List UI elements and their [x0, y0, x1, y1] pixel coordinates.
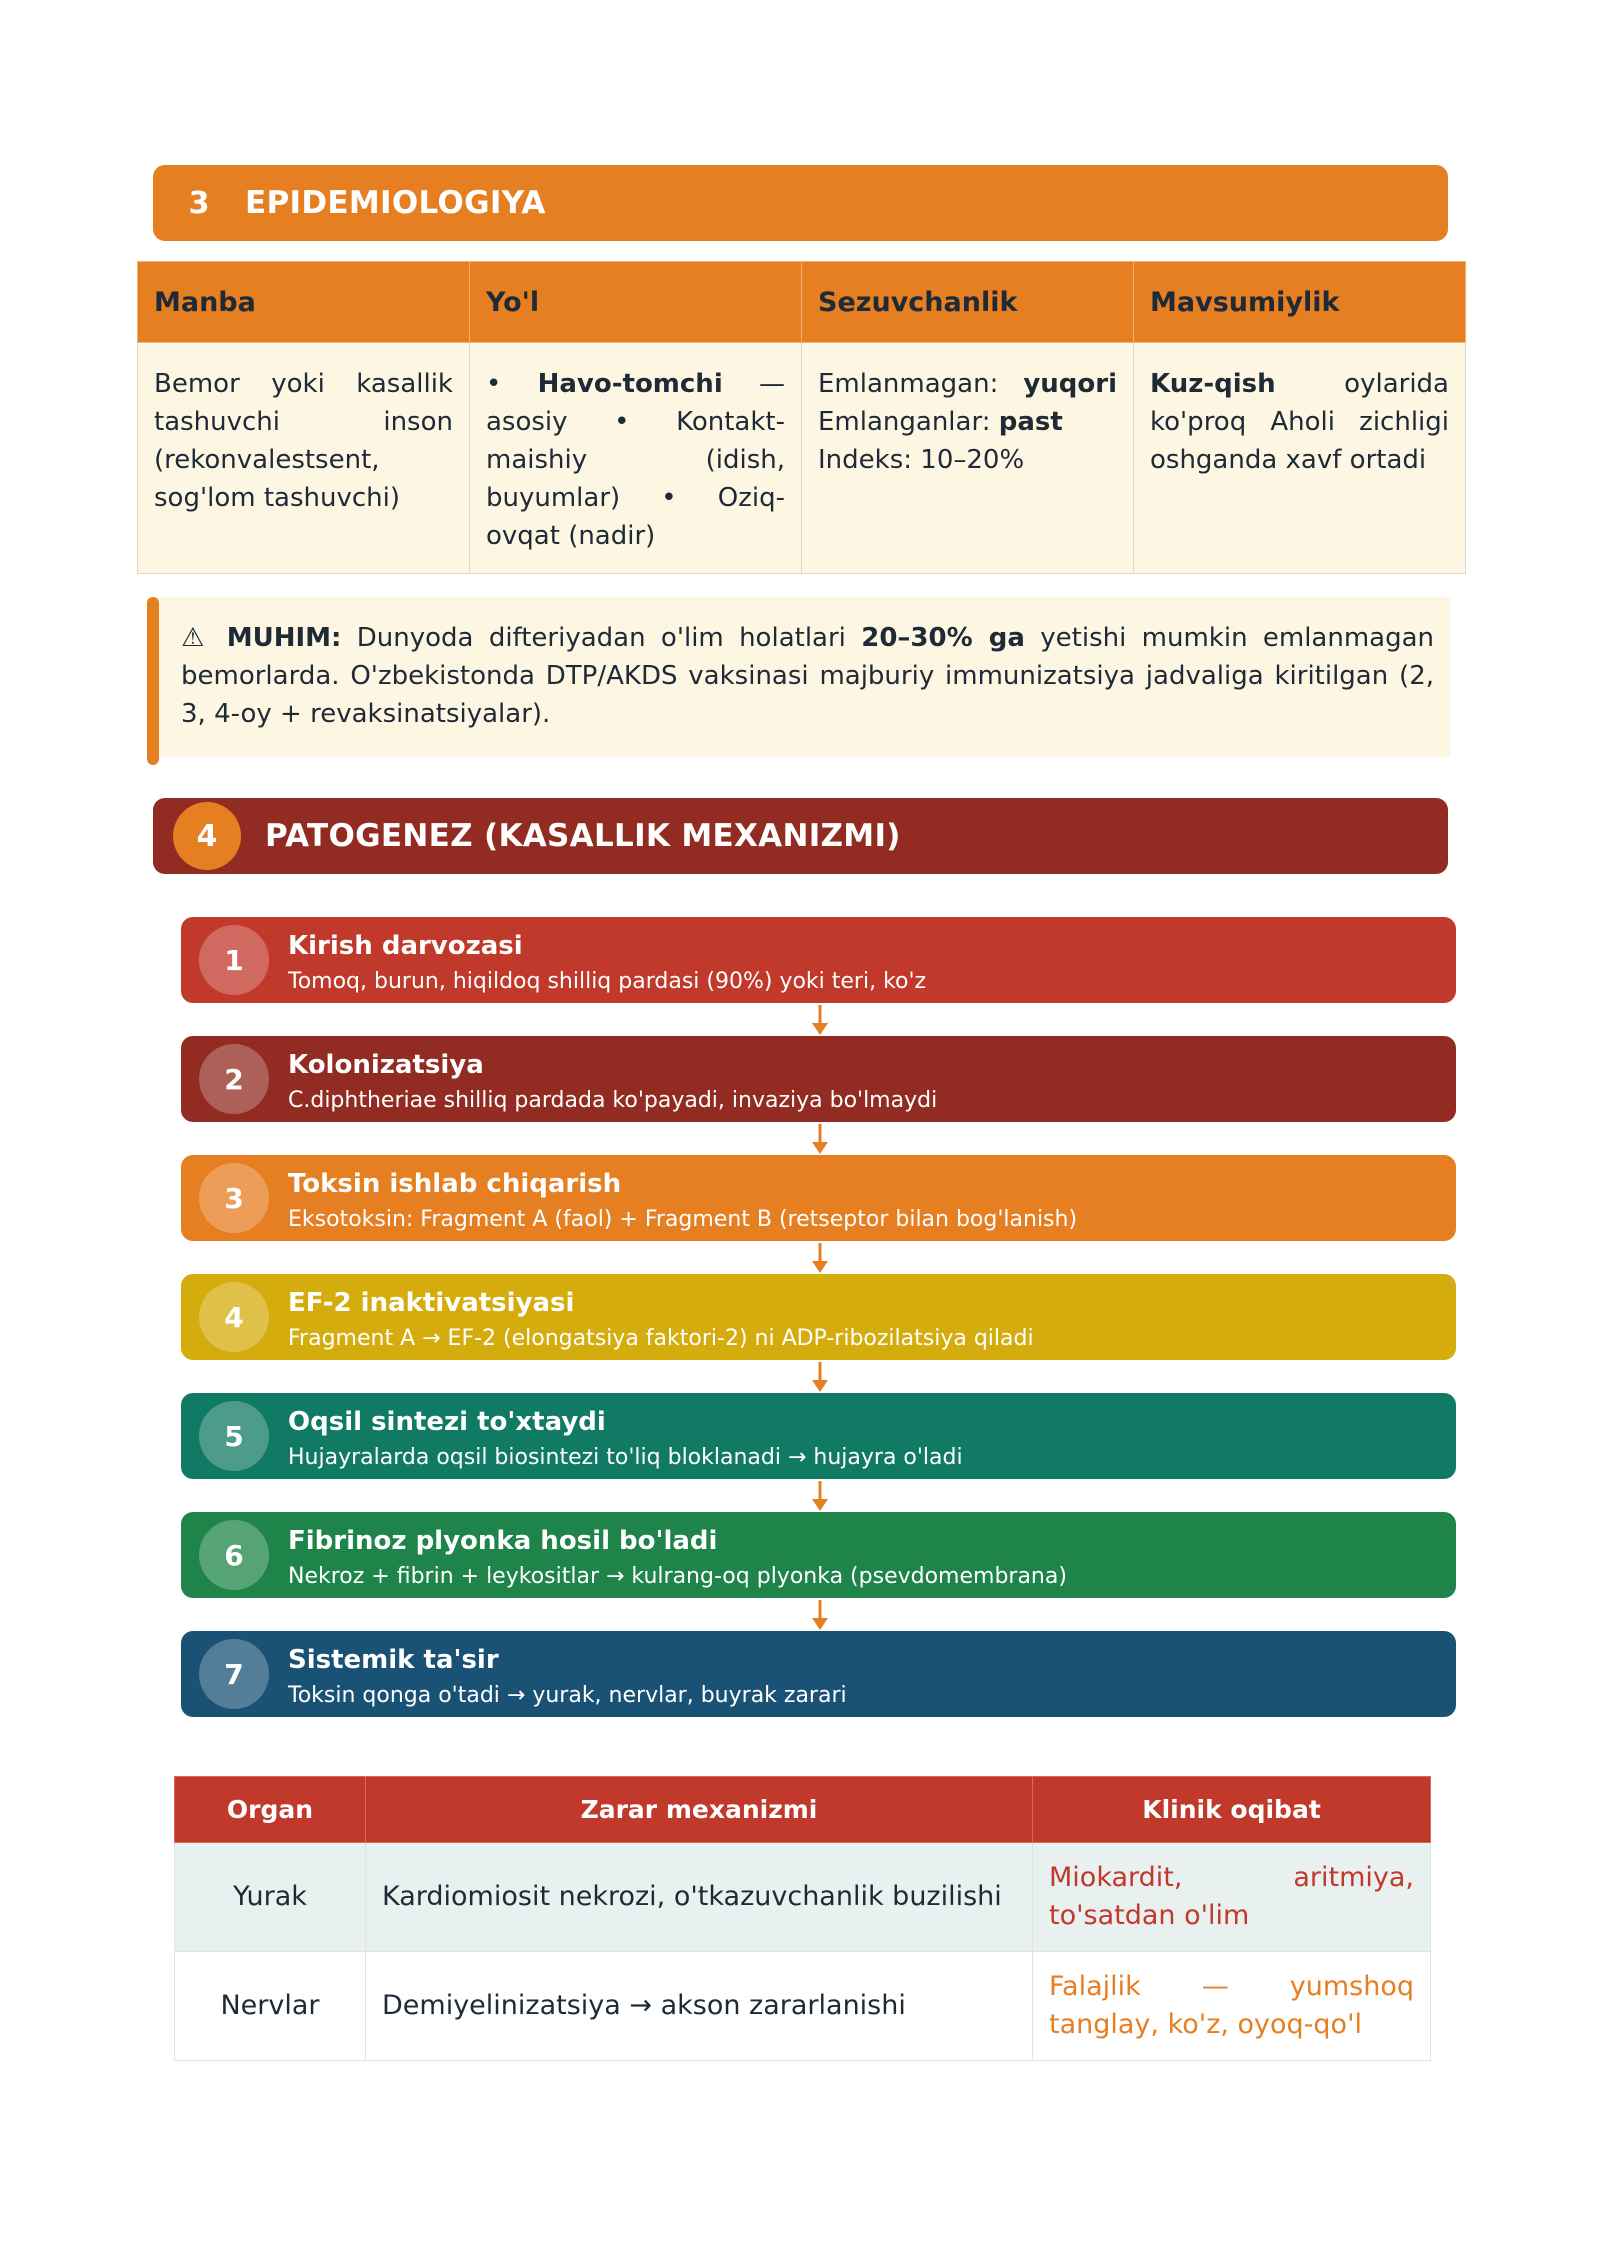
note-text	[181, 619, 1434, 733]
cell-mavsumiylik	[1134, 343, 1466, 574]
down-arrow-icon	[812, 1600, 828, 1630]
cell-mechanism: Demiyelinizatsiya → akson zararlanishi	[366, 1952, 1033, 2061]
manba-text: Bemor yoki kasallik tashuvchi inson (rekonvalestsent, sog'lom tashuvchi)	[154, 369, 453, 513]
season-bold: Kuz-qish	[1150, 369, 1276, 399]
step-number-circle: 7	[199, 1639, 269, 1709]
step-title: Kirish darvozasi	[288, 931, 523, 961]
step-description: Tomoq, burun, hiqildoq shilliq pardasi (90%) yoki teri, ko'z	[288, 969, 927, 994]
bullet: •	[486, 369, 502, 399]
yol-main-bold: Havo-tomchi	[537, 369, 723, 399]
unvaccinated-label: Emlanmagan:	[818, 369, 1024, 399]
cell-yol	[470, 343, 802, 574]
step-title: Fibrinoz plyonka hosil bo'ladi	[288, 1526, 718, 1556]
bullet: •	[614, 407, 630, 437]
step-title: Kolonizatsiya	[288, 1050, 484, 1080]
step-description: Fragment A → EF-2 (elongatsiya faktori-2) ni ADP-ribozilatsiya qiladi	[288, 1326, 1034, 1351]
season-text: oylarida ko'proq Aholi zichligi oshganda xavf ortadi	[1150, 369, 1449, 475]
yol-main-rest: — asosiy	[486, 369, 785, 437]
header-sezuvchanlik: Sezuvchanlik	[802, 262, 1134, 343]
step-description: Hujayralarda oqsil biosintezi to'liq bloklanadi → hujayra o'ladi	[288, 1445, 963, 1470]
cell-organ: Nervlar	[175, 1952, 366, 2061]
note-bold: 20–30% ga	[861, 623, 1025, 653]
table-header-row	[138, 262, 1466, 343]
organ-damage-table	[174, 1776, 1431, 2061]
vaccinated-label: Emlanganlar:	[818, 407, 999, 437]
step-title: Oqsil sintezi to'xtaydi	[288, 1407, 606, 1437]
section-number: 4	[196, 818, 218, 854]
cell-clinical-outcome: Miokardit, aritmiya, to'satdan o'lim	[1033, 1843, 1431, 1952]
important-note	[147, 597, 1450, 757]
step-number-circle: 5	[199, 1401, 269, 1471]
step-number-circle: 4	[199, 1282, 269, 1352]
step-description: Toksin qonga o'tadi → yurak, nervlar, buyrak zarari	[288, 1683, 847, 1708]
down-arrow-icon	[812, 1124, 828, 1154]
step-1	[181, 917, 1456, 1003]
table-row	[175, 1843, 1431, 1952]
note-accent-bar	[147, 597, 159, 765]
vaccinated-value: past	[998, 407, 1063, 437]
epidemiology-table	[137, 261, 1466, 574]
down-arrow-icon	[812, 1243, 828, 1273]
step-3	[181, 1155, 1456, 1241]
step-6	[181, 1512, 1456, 1598]
cell-sezuvchanlik	[802, 343, 1134, 574]
down-arrow-icon	[812, 1362, 828, 1392]
step-number-circle: 2	[199, 1044, 269, 1114]
note-label: MUHIM:	[226, 623, 342, 653]
unvaccinated-value: yuqori	[1023, 369, 1117, 399]
yol-contact: Kontakt-maishiy (idish, buyumlar)	[486, 407, 786, 513]
step-title: EF-2 inaktivatsiyasi	[288, 1288, 575, 1318]
table-row	[138, 343, 1466, 574]
table-header-row	[175, 1777, 1431, 1843]
down-arrow-icon	[812, 1481, 828, 1511]
step-number-circle: 1	[199, 925, 269, 995]
section-number-circle	[173, 802, 241, 870]
section-number: 3	[188, 185, 210, 221]
section-4-header	[153, 798, 1448, 874]
header-yol: Yo'l	[470, 262, 802, 343]
step-title: Toksin ishlab chiqarish	[288, 1169, 622, 1199]
index-text: Indeks: 10–20%	[818, 445, 1025, 475]
header-mechanism: Zarar mexanizmi	[366, 1777, 1033, 1843]
step-number-circle: 3	[199, 1163, 269, 1233]
note-text-1: Dunyoda difteriyadan o'lim holatlari	[341, 623, 862, 653]
step-2	[181, 1036, 1456, 1122]
step-number-circle: 6	[199, 1520, 269, 1590]
header-manba: Manba	[138, 262, 470, 343]
cell-organ: Yurak	[175, 1843, 366, 1952]
warning-icon: ⚠	[181, 623, 212, 653]
step-description: Nekroz + fibrin + leykositlar → kulrang-oq plyonka (psevdomembrana)	[288, 1564, 1067, 1589]
cell-manba	[138, 343, 470, 574]
cell-mechanism: Kardiomiosit nekrozi, o'tkazuvchanlik buzilishi	[366, 1843, 1033, 1952]
section-title: EPIDEMIOLOGIYA	[245, 185, 546, 221]
bullet: •	[661, 483, 677, 513]
header-mavsumiylik: Mavsumiylik	[1134, 262, 1466, 343]
section-3-header	[153, 165, 1448, 241]
step-4	[181, 1274, 1456, 1360]
yol-food: Oziq-ovqat (nadir)	[486, 483, 785, 551]
table-row	[175, 1952, 1431, 2061]
step-7	[181, 1631, 1456, 1717]
note-text-2: yetishi mumkin emlanmagan bemorlarda. O'zbekistonda DTP/AKDS vaksinasi majburiy immunizatsiya jadvaliga kiritilgan (2, 3, 4-oy + revaksinatsiyalar).	[181, 623, 1435, 729]
header-organ: Organ	[175, 1777, 366, 1843]
step-description: Eksotoksin: Fragment A (faol) + Fragment B (retseptor bilan bog'lanish)	[288, 1207, 1078, 1232]
step-title: Sistemik ta'sir	[288, 1645, 499, 1675]
step-description: C.diphtheriae shilliq pardada ko'payadi, invaziya bo'lmaydi	[288, 1088, 938, 1113]
step-5	[181, 1393, 1456, 1479]
header-clinical-outcome: Klinik oqibat	[1033, 1777, 1431, 1843]
cell-clinical-outcome: Falajlik — yumshoq tanglay, ko'z, oyoq-qo'l	[1033, 1952, 1431, 2061]
down-arrow-icon	[812, 1005, 828, 1035]
section-title: PATOGENEZ (KASALLIK MEXANIZMI)	[265, 818, 901, 854]
